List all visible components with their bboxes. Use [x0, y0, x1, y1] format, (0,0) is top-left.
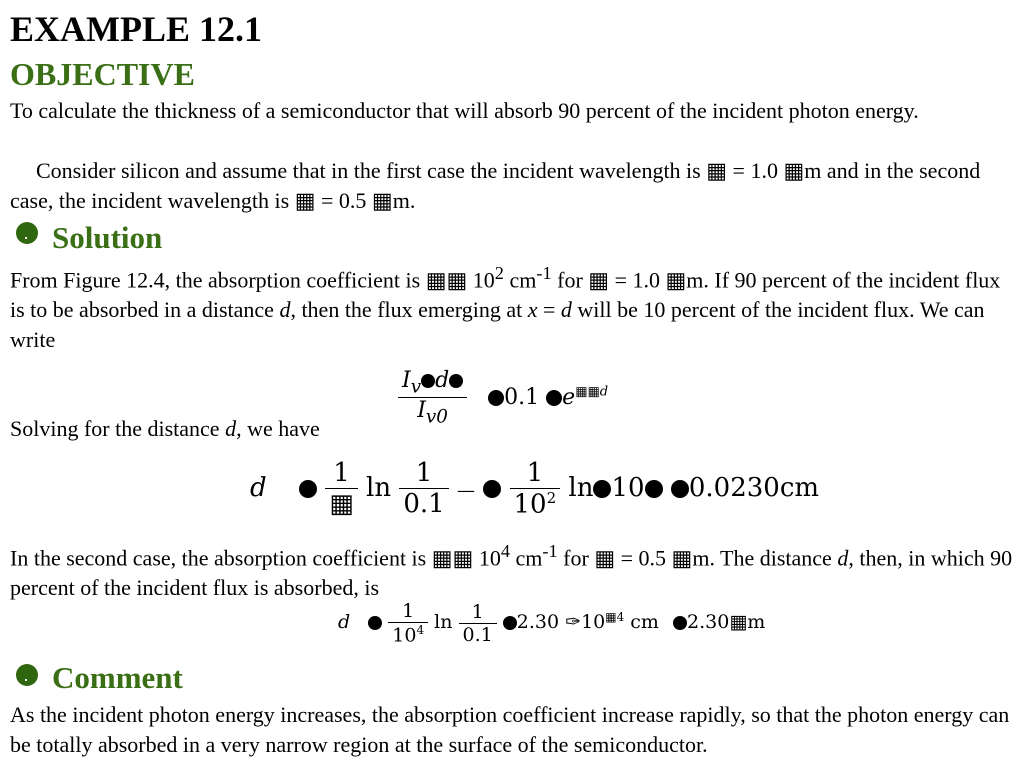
objective-text-2e: m.	[392, 188, 416, 213]
example-title: EXAMPLE 12.1	[10, 9, 262, 49]
eq3-frac-2	[459, 601, 497, 646]
eq2-result: 0.0230cm	[688, 472, 820, 503]
eq2-d: d	[250, 472, 267, 503]
second-p-g: , then, in which 90 percent of the incident flux is absorbed, is	[10, 545, 1013, 601]
eq2-ten: 10	[611, 472, 645, 503]
solution-p1h: =	[537, 297, 561, 323]
solution-var-d2: d	[560, 297, 572, 323]
eq3-um: m	[747, 611, 766, 634]
eq1-denominator	[398, 398, 467, 427]
solution-p1g: , then the flux emerging at	[290, 297, 528, 323]
eq2-frac-1	[325, 458, 358, 519]
eq3-val2: 2.30	[687, 611, 730, 634]
equation-1: $\frac{I_v d}{I_{v0}}$ 0.1 $e^{▦▦d}$	[398, 368, 608, 428]
lambda-glyph: ▦	[706, 158, 728, 183]
eq1-num-sub: v	[410, 376, 422, 398]
objective-text-2a: Consider silicon and assume that in the first case the incident wavelength is	[36, 158, 707, 183]
solution-p1c: cm	[503, 267, 537, 293]
objective-text-1: To calculate the thickness of a semiconductor that will absorb 90 percent of the incident photon energy.	[10, 98, 919, 123]
eq1-den-i: I	[417, 398, 426, 424]
eq3-cm: cm	[630, 611, 659, 634]
second-p-f: m. The distance	[692, 545, 838, 571]
solution-bullet-icon	[16, 222, 38, 244]
second-p-a: In the second case, the absorption coefficient is	[10, 545, 432, 571]
solution-p1d: for	[551, 267, 589, 293]
solving-var-d: d	[225, 416, 237, 441]
second-exp1: 4	[500, 541, 510, 561]
equation-3: d $\frac{1}{10^4}$ ln $\frac{1}{0.1}$ 2.30 $✑10^{▦4}$ cm 2.30▦m	[338, 600, 766, 647]
lambda-glyph: ▦	[294, 188, 316, 213]
mu-glyph: ▦	[371, 188, 393, 213]
mu-glyph: ▦	[729, 611, 748, 634]
solution-p1b: 10	[467, 267, 495, 293]
eq1-exp: d	[599, 384, 609, 400]
solution-p1e: = 1.0	[609, 267, 666, 293]
eq1-fraction	[398, 368, 467, 428]
comment-text: As the incident photon energy increases, the absorption coefficient increase rapidly, so that the photon energy can be totally absorbed in a very narrow region at the surface of the semiconductor.	[10, 702, 1010, 757]
solution-p1f: m. If 90 percent of the incident flux is to be absorbed in a distance	[10, 267, 1001, 323]
eq2-point-one: 0.1	[403, 489, 445, 520]
eq3-ten4: 10	[392, 624, 417, 647]
comment-bullet-icon	[16, 664, 38, 686]
eq3-point-one: 0.1	[462, 623, 493, 646]
eq1-numerator	[398, 368, 467, 398]
eq2-ten2-exp: 2	[546, 489, 557, 507]
alpha-approx-glyph: ▦▦	[431, 545, 474, 571]
objective-heading: OBJECTIVE	[10, 56, 195, 92]
eq3-ten4-exp: 4	[416, 623, 425, 637]
eq1-num-d: d	[435, 368, 450, 393]
solution-exp1: 2	[494, 263, 504, 283]
equation-2: d $\frac{1}{▦}$ ln $\frac{1}{0.1}$ — $\frac{1}{10^2}$ ln 10 0.0230cm	[250, 458, 820, 520]
objective-text-2	[10, 156, 1020, 216]
eq2-ten2: 10	[513, 489, 547, 520]
comment-heading: Comment	[52, 660, 183, 695]
eq3-frac-1	[388, 600, 428, 646]
second-exp2: -1	[542, 541, 558, 561]
solution-var-d: d	[279, 297, 291, 323]
eq3-ln: ln	[434, 611, 453, 634]
second-p-d: for	[557, 545, 595, 571]
eq3-ten: 10	[581, 611, 606, 634]
second-p-e: = 0.5	[615, 545, 672, 571]
mu-glyph: ▦	[671, 545, 693, 571]
second-p-c: cm	[509, 545, 543, 571]
eq3-d: d	[338, 611, 351, 634]
solution-heading: Solution	[52, 220, 163, 255]
eq3-one: 1	[388, 600, 428, 623]
alpha-glyph: ▦	[329, 489, 354, 520]
solution-paragraph	[10, 258, 1020, 355]
mu-glyph: ▦	[783, 158, 805, 183]
objective-text-2d: = 0.5	[315, 188, 372, 213]
eq1-rhs: 0.1	[504, 384, 540, 410]
lambda-glyph: ▦	[594, 545, 616, 571]
eq1-e: e	[562, 384, 576, 410]
objective-text-2c: m and in the second case, the incident wavelength is	[10, 158, 981, 213]
eq3-one-b: 1	[459, 601, 497, 624]
alpha-approx-glyph: ▦▦	[425, 267, 468, 293]
eq2-one-a: 1	[325, 458, 358, 489]
solution-exp2: -1	[536, 263, 552, 283]
lambda-glyph: ▦	[588, 267, 610, 293]
solving-text	[10, 414, 320, 444]
eq1-num-i: I	[402, 368, 411, 393]
mu-glyph: ▦	[665, 267, 687, 293]
eq1-den-sub: v0	[425, 406, 448, 428]
objective-text-2b: = 1.0	[727, 158, 784, 183]
eq3-val1: 2.30	[516, 611, 560, 634]
eq2-frac-3	[510, 458, 561, 520]
second-var-d: d	[837, 545, 849, 571]
second-case-paragraph	[10, 536, 1020, 603]
eq2-ln: ln	[366, 472, 392, 503]
eq2-frac-2	[399, 458, 448, 519]
eq2-one-b: 1	[399, 458, 448, 489]
solution-p1a: From Figure 12.4, the absorption coefficient is	[10, 267, 426, 293]
solving-text-a: Solving for the distance	[10, 416, 226, 441]
eq2-one-c: 1	[510, 458, 561, 489]
second-p-b: 10	[473, 545, 501, 571]
solution-var-x: x	[527, 297, 538, 323]
solution-p1i: will be 10 percent of the incident flux. We can write	[10, 297, 985, 353]
eq3-exp: 4	[616, 609, 625, 624]
eq2-ln2: ln	[568, 472, 594, 503]
solving-text-b: , we have	[236, 416, 320, 441]
